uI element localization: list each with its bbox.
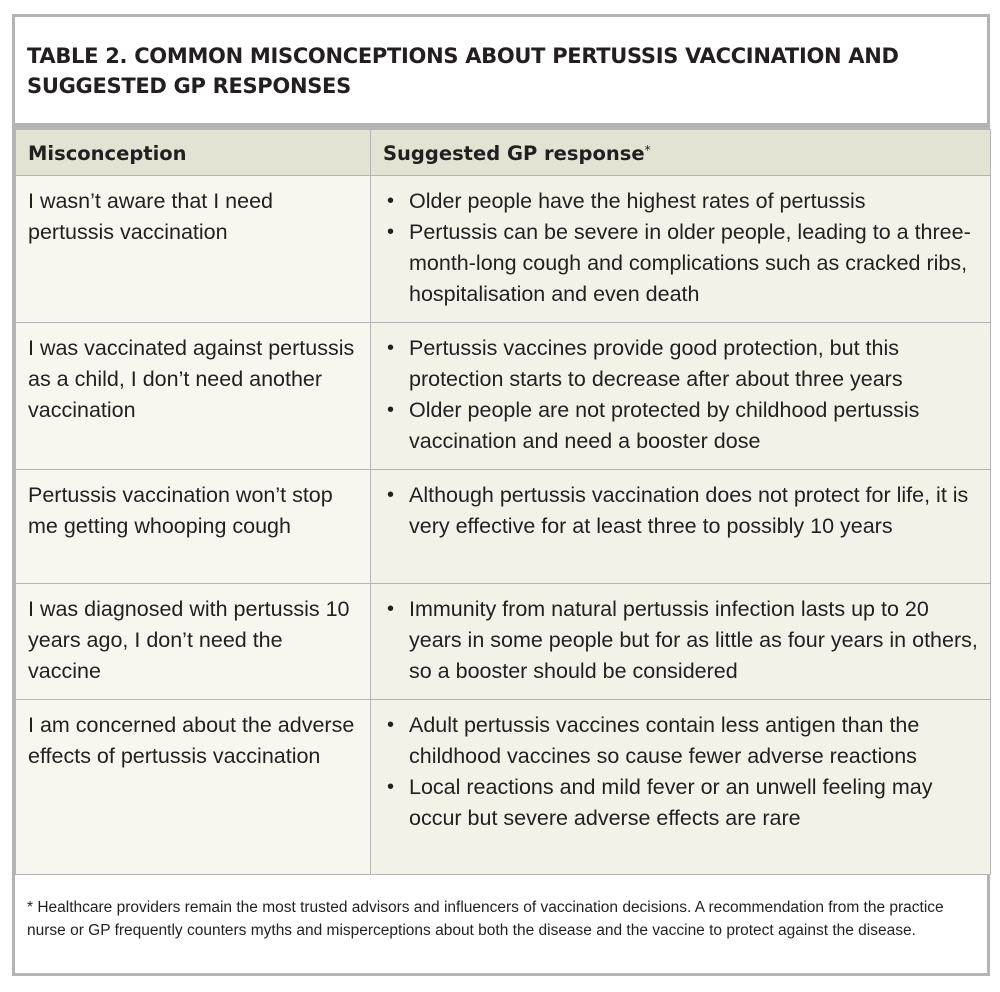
- response-cell: [371, 470, 991, 584]
- footnote-marker: *: [644, 143, 651, 157]
- response-bullet: • Immunity from natural pertussis infection lasts up to 20 years in some people but for as little as four years in others, so a booster should be considered: [383, 594, 982, 687]
- misconception-cell: I wasn’t aware that I need pertussis vaccination: [16, 176, 371, 323]
- table-row: [16, 470, 991, 584]
- table-row: [16, 584, 991, 700]
- response-bullet: • Older people have the highest rates of pertussis: [383, 186, 982, 217]
- response-bullet: • Pertussis vaccines provide good protection, but this protection starts to decrease after about three years: [383, 333, 982, 395]
- header-response: Suggested GP response*: [371, 130, 991, 176]
- misconception-cell: I was diagnosed with pertussis 10 years ago, I don’t need the vaccine: [16, 584, 371, 700]
- response-cell: [371, 176, 991, 323]
- response-bullet: • Pertussis can be severe in older people, leading to a three-month-long cough and complications such as cracked ribs, hospitalisation and even death: [383, 217, 982, 310]
- misconceptions-table: [15, 129, 991, 875]
- response-bullet: • Adult pertussis vaccines contain less antigen than the childhood vaccines so cause fewer adverse reactions: [383, 710, 982, 772]
- header-row: [16, 130, 991, 176]
- misconception-cell: I was vaccinated against pertussis as a child, I don’t need another vaccination: [16, 323, 371, 470]
- response-bullet: • Although pertussis vaccination does not protect for life, it is very effective for at least three to possibly 10 years: [383, 480, 982, 542]
- response-cell: [371, 700, 991, 875]
- response-cell: [371, 584, 991, 700]
- table-footnote: * Healthcare providers remain the most trusted advisors and influencers of vaccination decisions. A recommendation from the practice nurse or GP frequently counters myths and misperceptions about both the disease and the vaccine to protect against the disease.: [27, 899, 944, 939]
- table-row: [16, 700, 991, 875]
- header-misconception: Misconception: [16, 130, 371, 176]
- misconception-cell: Pertussis vaccination won’t stop me getting whooping cough: [16, 470, 371, 584]
- response-bullet: • Local reactions and mild fever or an unwell feeling may occur but severe adverse effects are rare: [383, 772, 982, 834]
- table-frame: [12, 14, 990, 976]
- table-title: TABLE 2. COMMON MISCONCEPTIONS ABOUT PERTUSSIS VACCINATION AND SUGGESTED GP RESPONSES: [27, 44, 899, 98]
- table-row: [16, 176, 991, 323]
- response-cell: [371, 323, 991, 470]
- response-bullet: • Older people are not protected by childhood pertussis vaccination and need a booster dose: [383, 395, 982, 457]
- table-row: [16, 323, 991, 470]
- misconception-cell: I am concerned about the adverse effects of pertussis vaccination: [16, 700, 371, 875]
